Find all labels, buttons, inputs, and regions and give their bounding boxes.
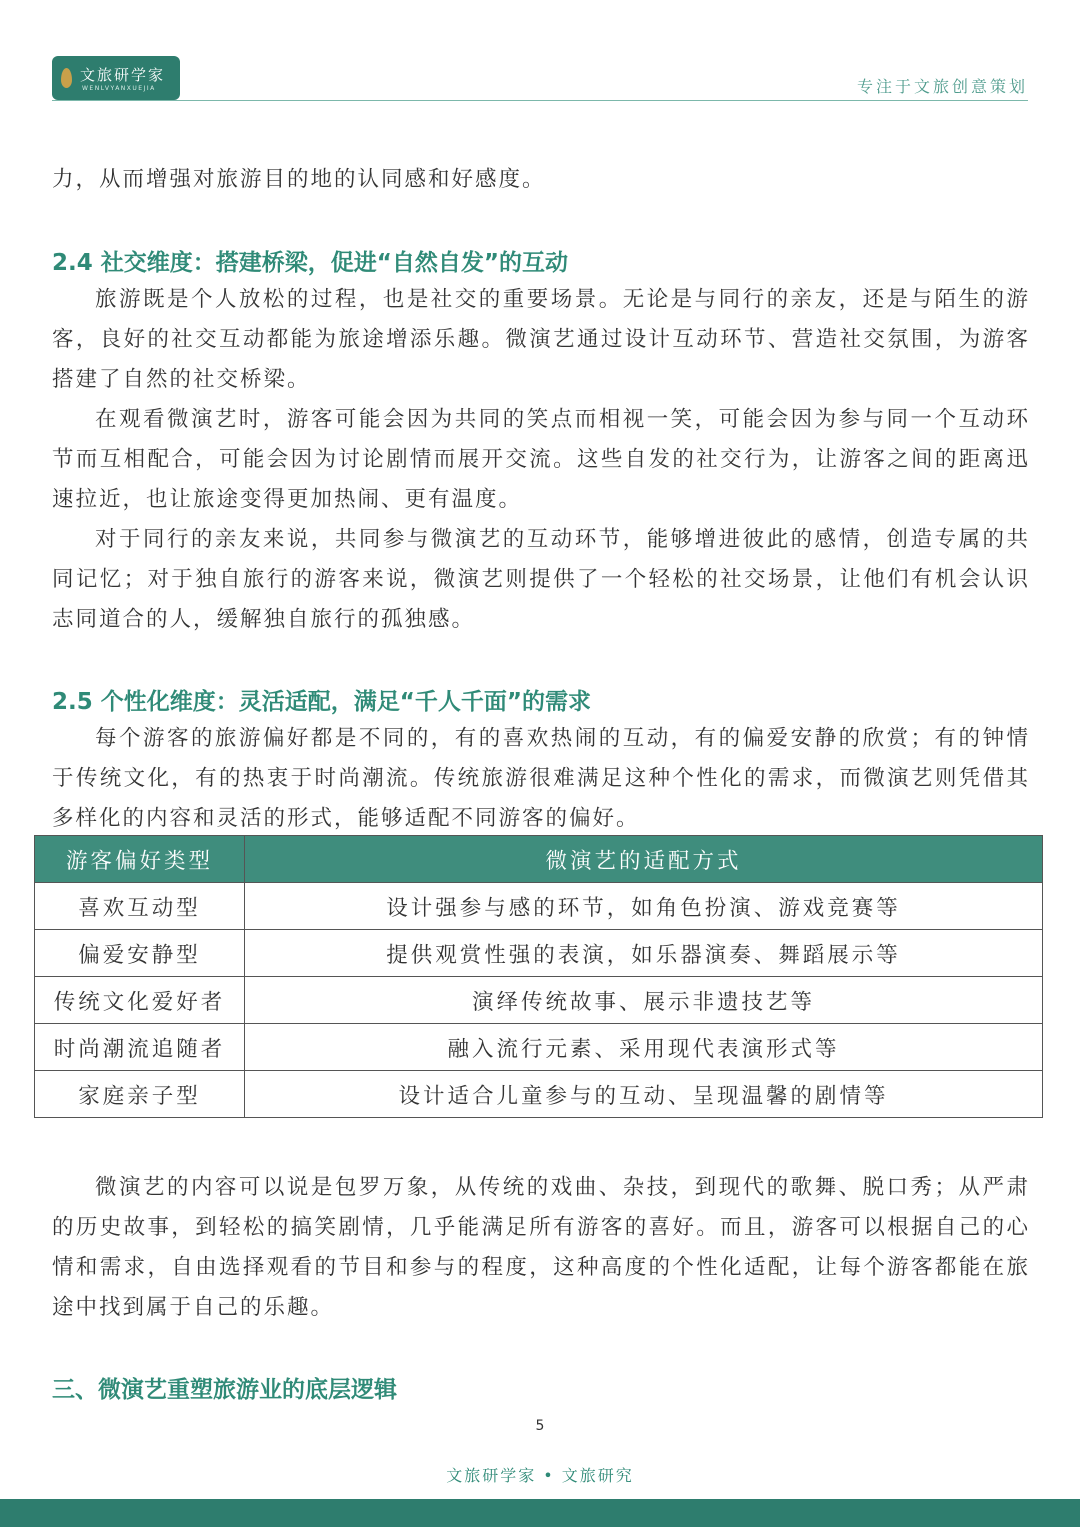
brand-logo (52, 56, 180, 100)
section-2-4-paragraph-2: 在观看微演艺时，游客可能会因为共同的笑点而相视一笑，可能会因为参与同一个互动环节而互相配合，可能会因为讨论剧情而展开交流。这些自发的社交行为，让游客之间的距离迅速拉近，也让旅途变得更加热闹、更有温度。 (52, 407, 1030, 512)
section-2-5-paragraph-2: 微演艺的内容可以说是包罗万象，从传统的戏曲、杂技，到现代的歌舞、脱口秀；从严肃的历史故事，到轻松的搞笑剧情，几乎能满足所有游客的喜好。而且，游客可以根据自己的心情和需求，自由选择观看的节目和参与的程度，这种高度的个性化适配，让每个游客都能在旅途中找到属于自己的乐趣。 (52, 1175, 1030, 1320)
section-3-heading: 三、微演艺重塑旅游业的底层逻辑 (52, 1377, 397, 1403)
table-header-cell: 游客偏好类型 (35, 836, 245, 883)
preference-table (34, 835, 1043, 1118)
header-divider (52, 100, 1028, 101)
table-cell: 家庭亲子型 (35, 1071, 245, 1118)
table-cell: 融入流行元素、采用现代表演形式等 (245, 1024, 1043, 1071)
section-2-4-paragraph-3: 对于同行的亲友来说，共同参与微演艺的互动环节，能够增进彼此的感情，创造专属的共同记忆；对于独自旅行的游客来说，微演艺则提供了一个轻松的社交场景，让他们有机会认识志同道合的人，缓解独自旅行的孤独感。 (52, 527, 1030, 632)
table-row (35, 1071, 1043, 1118)
table-cell: 时尚潮流追随者 (35, 1024, 245, 1071)
table-cell: 传统文化爱好者 (35, 977, 245, 1024)
table-cell: 演绎传统故事、展示非遗技艺等 (245, 977, 1043, 1024)
footer-bar (0, 1499, 1080, 1527)
table-cell: 设计适合儿童参与的互动、呈现温馨的剧情等 (245, 1071, 1043, 1118)
table-row (35, 977, 1043, 1024)
table-cell: 偏爱安静型 (35, 930, 245, 977)
table-row (35, 930, 1043, 977)
table-cell: 喜欢互动型 (35, 883, 245, 930)
table-row (35, 883, 1043, 930)
page-number: 5 (535, 1418, 545, 1434)
header-tagline: 专注于文旅创意策划 (856, 77, 1028, 96)
table-header-cell: 微演艺的适配方式 (245, 836, 1043, 883)
intro-paragraph-tail: 力，从而增强对旅游目的地的认同感和好感度。 (52, 167, 546, 192)
footer-brand: 文旅研学家 • 文旅研究 (446, 1466, 634, 1485)
logo-subtitle: WENLVYANXUEJIA (82, 85, 156, 92)
section-2-4-heading: 2.4 社交维度：搭建桥梁，促进“自然自发”的互动 (52, 250, 568, 276)
table-row (35, 1024, 1043, 1071)
table-cell: 提供观赏性强的表演，如乐器演奏、舞蹈展示等 (245, 930, 1043, 977)
section-2-5-paragraph-1: 每个游客的旅游偏好都是不同的，有的喜欢热闹的互动，有的偏爱安静的欣赏；有的钟情于传统文化，有的热衷于时尚潮流。传统旅游很难满足这种个性化的需求，而微演艺则凭借其多样化的内容和灵活的形式，能够适配不同游客的偏好。 (52, 726, 1030, 831)
section-2-4-paragraph-1: 旅游既是个人放松的过程，也是社交的重要场景。无论是与同行的亲友，还是与陌生的游客，良好的社交互动都能为旅途增添乐趣。微演艺通过设计互动环节、营造社交氛围，为游客搭建了自然的社交桥梁。 (52, 287, 1030, 392)
section-2-5-heading: 2.5 个性化维度：灵活适配，满足“千人千面”的需求 (52, 689, 591, 715)
leaf-icon (61, 68, 72, 88)
table-header-row (35, 836, 1043, 883)
table-cell: 设计强参与感的环节，如角色扮演、游戏竞赛等 (245, 883, 1043, 930)
logo-name: 文旅研学家 (80, 66, 166, 84)
